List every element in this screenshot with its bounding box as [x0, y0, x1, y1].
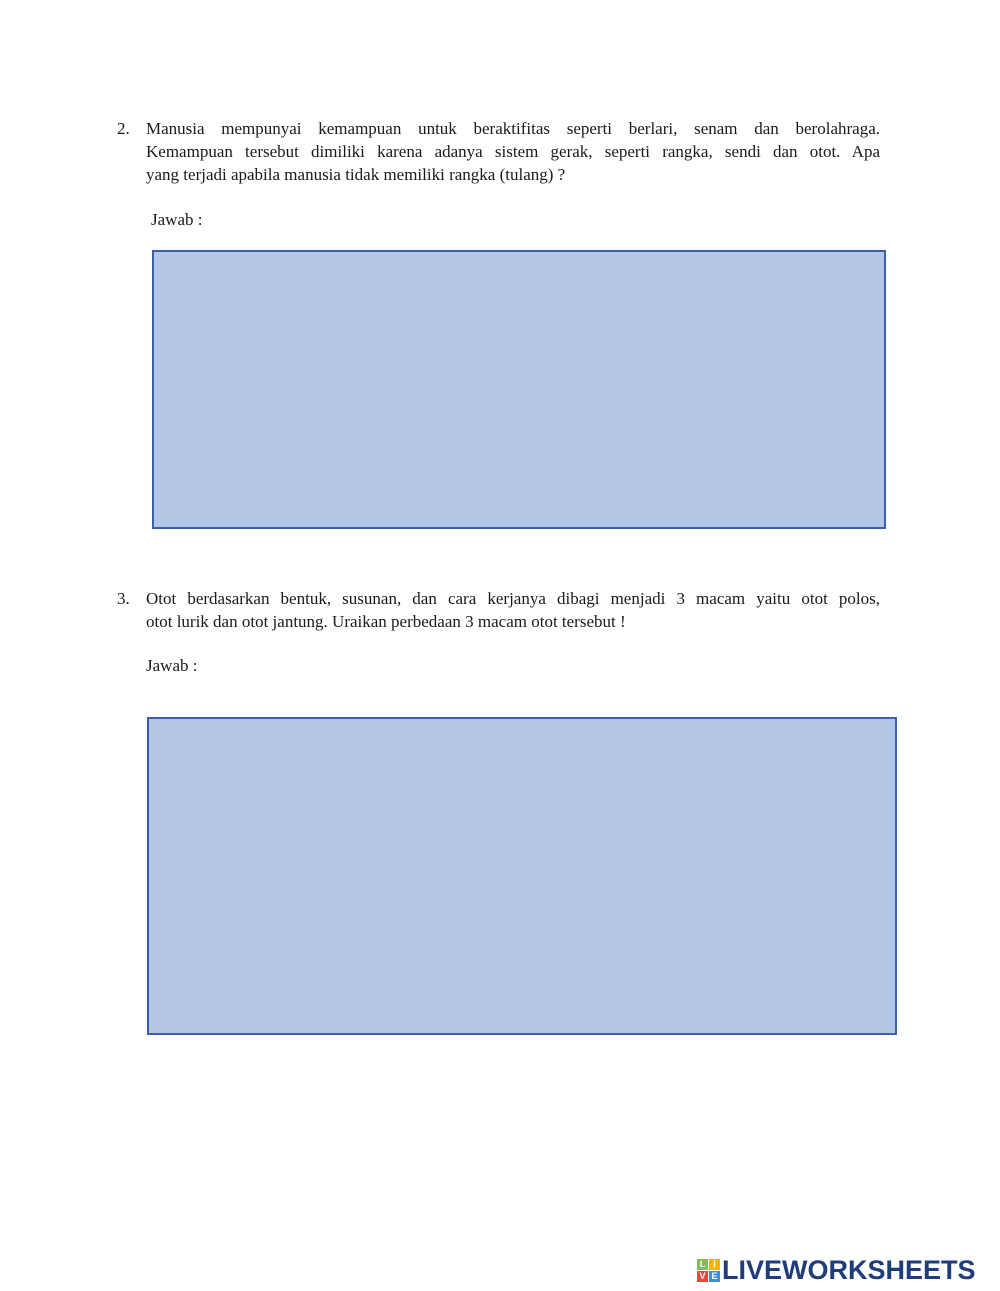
question-2-line-1: Manusia mempunyai kemampuan untuk beraktifitas seperti berlari, senam dan berolahraga. — [146, 119, 880, 138]
logo-letter-l: L — [697, 1259, 708, 1270]
question-2-line-3: yang terjadi apabila manusia tidak memiliki rangka (tulang) ? — [146, 165, 566, 184]
question-2-answer-input[interactable] — [152, 250, 886, 529]
question-2-line-2: Kemampuan tersebut dimiliki karena adanya sistem gerak, seperti rangka, sendi dan otot. Apa — [146, 142, 880, 161]
logo-letter-e: E — [709, 1271, 720, 1282]
logo-letter-i: I — [709, 1259, 720, 1270]
liveworksheets-brand — [697, 1255, 976, 1285]
question-3-text — [146, 587, 880, 633]
liveworksheets-logo-icon — [697, 1259, 720, 1282]
question-3-line-1: Otot berdasarkan bentuk, susunan, dan cara kerjanya dibagi menjadi 3 macam yaitu otot polos, — [146, 589, 880, 608]
question-3-answer-label: Jawab : — [146, 656, 198, 675]
question-2 — [117, 117, 887, 187]
question-3-line-2: otot lurik dan otot jantung. Uraikan perbedaan 3 macam otot tersebut ! — [146, 612, 626, 631]
question-2-answer-label: Jawab : — [151, 210, 203, 229]
liveworksheets-wordmark: LIVEWORKSHEETS — [722, 1255, 976, 1285]
question-3 — [117, 587, 887, 635]
question-2-number: 2. — [117, 119, 130, 138]
question-3-number: 3. — [117, 589, 130, 608]
question-3-answer-input[interactable] — [147, 717, 897, 1035]
logo-letter-v: V — [697, 1271, 708, 1282]
question-2-text — [146, 117, 880, 186]
